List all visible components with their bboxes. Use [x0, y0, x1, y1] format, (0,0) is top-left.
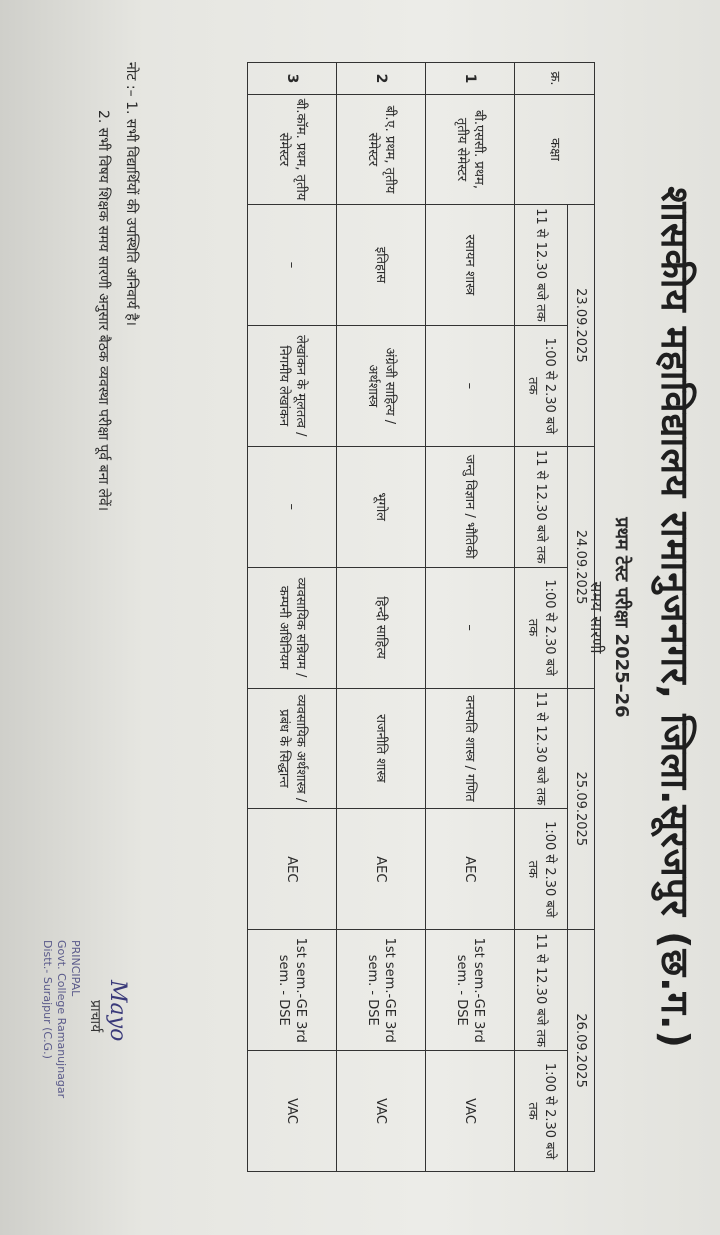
subject-cell: लेखांकन के मूलतत्व / निगमीय लेखांकन	[248, 325, 337, 446]
time-header: 11 से 12.30 बजे तक	[515, 930, 568, 1051]
timetable-heading: समय सारणी	[587, 581, 606, 654]
exam-subtitle: प्रथम टेस्ट परीक्षा 2025–26	[611, 517, 632, 718]
subject-cell: भूगोल	[337, 446, 426, 567]
subject-cell: –	[426, 325, 515, 446]
table-row	[337, 63, 426, 1172]
signatory-role: प्राचार्य	[87, 1000, 103, 1033]
header-class: कक्षा	[515, 95, 595, 205]
date-header: 26.09.2025	[568, 930, 595, 1172]
subject-cell: वनस्पति शास्त्र / गणित	[426, 688, 515, 809]
subject-cell: इतिहास	[337, 205, 426, 326]
row-number: 2	[337, 63, 426, 95]
header-sn: क्र.	[515, 63, 595, 95]
table-row	[426, 63, 515, 1172]
subject-cell: हिन्दी साहित्य	[337, 567, 426, 688]
stamp-line: PRINCIPAL	[69, 940, 82, 997]
timetable	[247, 62, 595, 1172]
date-header: 25.09.2025	[568, 688, 595, 930]
subject-cell: AEC	[337, 809, 426, 930]
stamp-line: Distt.- Surajpur (C.G.)	[41, 940, 54, 1059]
time-header: 11 से 12.30 बजे तक	[515, 205, 568, 326]
subject-cell: रसायन शास्त्र	[426, 205, 515, 326]
notes-section	[89, 62, 145, 511]
subject-cell: AEC	[426, 809, 515, 930]
subject-cell: –	[248, 205, 337, 326]
subject-cell: व्यवसायिक सन्नियम / कम्पनी अधिनियम	[248, 567, 337, 688]
note-line-1: नोट :– 1. सभी विद्यार्थियों की उपस्थिति अनिवार्य है।	[123, 62, 139, 326]
time-header: 1:00 से 2.30 बजे तक	[515, 809, 568, 930]
subject-cell: अंग्रेजी साहित्य / अर्थशास्त्र	[337, 325, 426, 446]
class-name: बी.ए. प्रथम, तृतीय सेमेस्टर	[337, 95, 426, 205]
signature-scrawl: Mayo	[105, 980, 130, 1042]
time-header: 1:00 से 2.30 बजे तक	[515, 325, 568, 446]
subject-cell: 1st sem.-GE 3rd sem. - DSE	[337, 930, 426, 1051]
subject-cell: व्यवसायिक अर्थशास्त्र / प्रबंध के सिद्धान्त	[248, 688, 337, 809]
class-name: बी.एससी. प्रथम, तृतीय सेमेस्टर	[426, 95, 515, 205]
subject-cell: VAC	[337, 1051, 426, 1172]
date-header: 23.09.2025	[568, 205, 595, 447]
principal-stamp	[40, 940, 82, 1160]
row-number: 3	[248, 63, 337, 95]
time-header: 1:00 से 2.30 बजे तक	[515, 567, 568, 688]
subject-cell: राजनीति शास्त्र	[337, 688, 426, 809]
subject-cell: –	[426, 567, 515, 688]
row-number: 1	[426, 63, 515, 95]
class-name: बी.कॉम. प्रथम, तृतीय सेमेस्टर	[248, 95, 337, 205]
subject-cell: 1st sem.-GE 3rd sem. - DSE	[426, 930, 515, 1051]
subject-cell: 1st sem.-GE 3rd sem. - DSE	[248, 930, 337, 1051]
time-header: 11 से 12.30 बजे तक	[515, 688, 568, 809]
stamp-line: Govt. College Ramanujnagar	[55, 940, 68, 1099]
date-header: 24.09.2025	[568, 446, 595, 688]
time-header: 1:00 से 2.30 बजे तक	[515, 1051, 568, 1172]
subject-cell: जन्तु विज्ञान / भौतिकी	[426, 446, 515, 567]
college-title: शासकीय महाविद्यालय रामानुजनगर, जिला.सूरजपुर (छ.ग.)	[653, 186, 697, 1049]
time-header: 11 से 12.30 बजे तक	[515, 446, 568, 567]
signature-block	[40, 940, 130, 1160]
subject-cell: VAC	[426, 1051, 515, 1172]
subject-cell: –	[248, 446, 337, 567]
table-row	[248, 63, 337, 1172]
subject-cell: AEC	[248, 809, 337, 930]
subject-cell: VAC	[248, 1051, 337, 1172]
note-line-2: 2. सभी विषय शिक्षक समय सारणी अनुसार बैठक व्यवस्था परीक्षा पूर्व बना लेवें।	[95, 110, 111, 512]
